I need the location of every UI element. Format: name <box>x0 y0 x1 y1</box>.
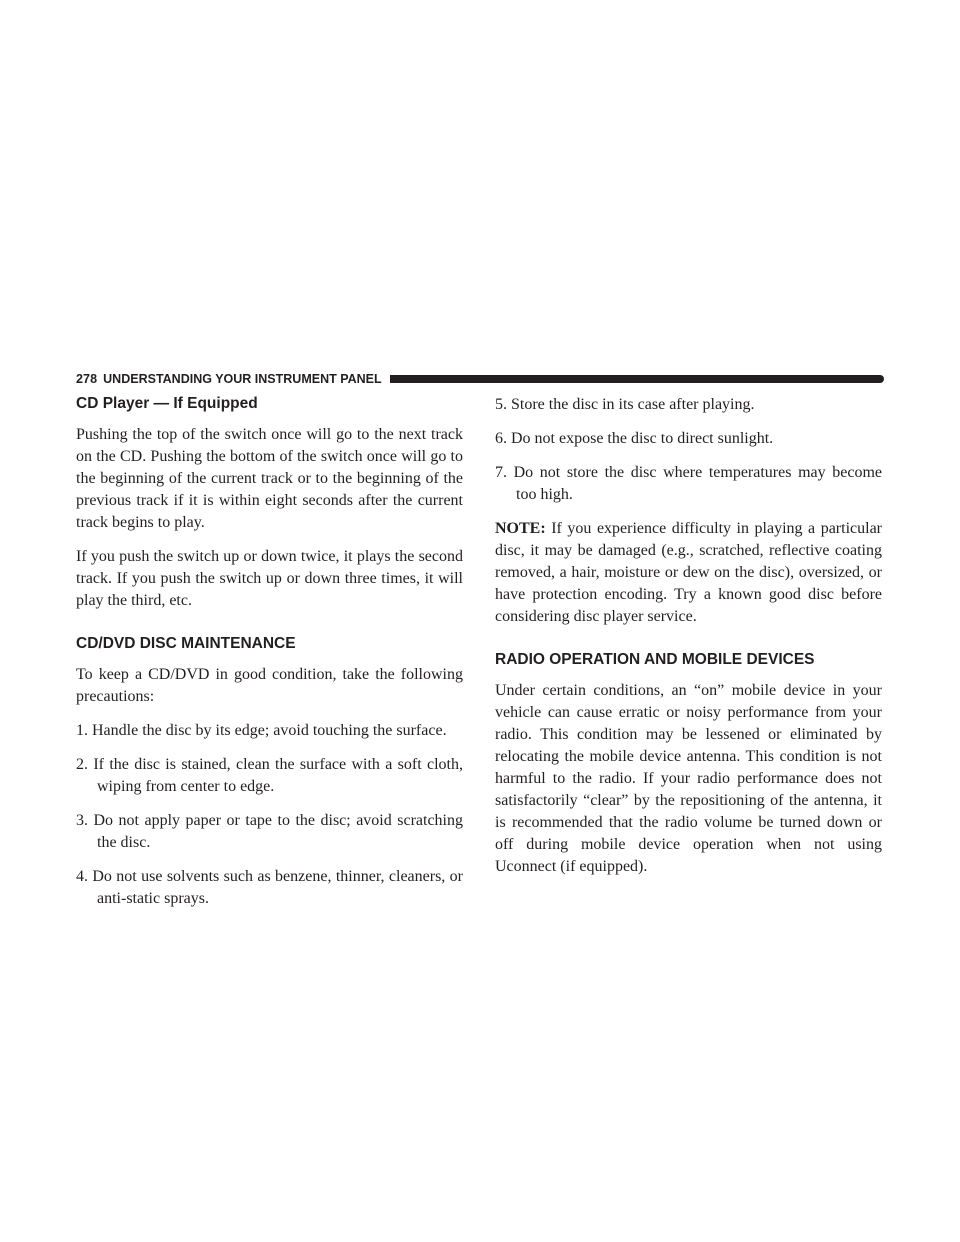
list-item: 3. Do not apply paper or tape to the disc; avoid scratching the disc. <box>76 812 463 851</box>
disc-maintenance-intro: To keep a CD/DVD in good condition, take the following precautions: <box>76 666 463 705</box>
list-item: 2. If the disc is stained, clean the surface with a soft cloth, wiping from center to edge. <box>76 756 463 795</box>
page-header <box>76 370 884 388</box>
section-title: UNDERSTANDING YOUR INSTRUMENT PANEL <box>103 372 382 386</box>
radio-operation-paragraph: Under certain conditions, an “on” mobile device in your vehicle can cause erratic or noisy performance from your radio. This condition may be lessened or eliminated by relocating the mobile device antenna. This condition is not harmful to the radio. If your radio performance does not satisfactorily “clear” by the repositioning of the antenna, it is recommended that the radio volume be turned down or off during mobile device operation when not using Uconnect (if equipped). <box>495 682 882 875</box>
page-number: 278 <box>76 372 98 386</box>
list-item: 6. Do not expose the disc to direct sunlight. <box>495 430 774 447</box>
right-column <box>495 394 882 890</box>
disc-maintenance-heading: CD/DVD DISC MAINTENANCE <box>76 635 296 652</box>
list-item: 4. Do not use solvents such as benzene, thinner, cleaners, or anti-static sprays. <box>76 868 463 907</box>
list-item: 5. Store the disc in its case after playing. <box>495 396 755 413</box>
note-paragraph <box>495 518 882 628</box>
header-rule <box>390 375 884 383</box>
cd-player-paragraph-1: Pushing the top of the switch once will go to the next track on the CD. Pushing the bottom of the switch once will go to the beginning of the current track or to the beginning of the previous track if it is within eight seconds after the current track begins to play. <box>76 426 463 531</box>
radio-operation-heading: RADIO OPERATION AND MOBILE DEVICES <box>495 651 815 668</box>
cd-player-heading: CD Player — If Equipped <box>76 395 258 412</box>
cd-player-paragraph-2: If you push the switch up or down twice, it plays the second track. If you push the switch up or down three times, it will play the third, etc. <box>76 548 463 609</box>
left-column <box>76 394 463 922</box>
list-item: 1. Handle the disc by its edge; avoid touching the surface. <box>76 722 447 739</box>
note-text: If you experience difficulty in playing a particular disc, it may be damaged (e.g., scratched, reflective coating removed, a hair, moisture or dew on the disc), oversized, or have protection encoding. Try a known good disc before considering disc player service. <box>495 520 882 625</box>
list-item: 7. Do not store the disc where temperatures may become too high. <box>495 464 882 503</box>
note-label: NOTE: <box>495 520 546 537</box>
